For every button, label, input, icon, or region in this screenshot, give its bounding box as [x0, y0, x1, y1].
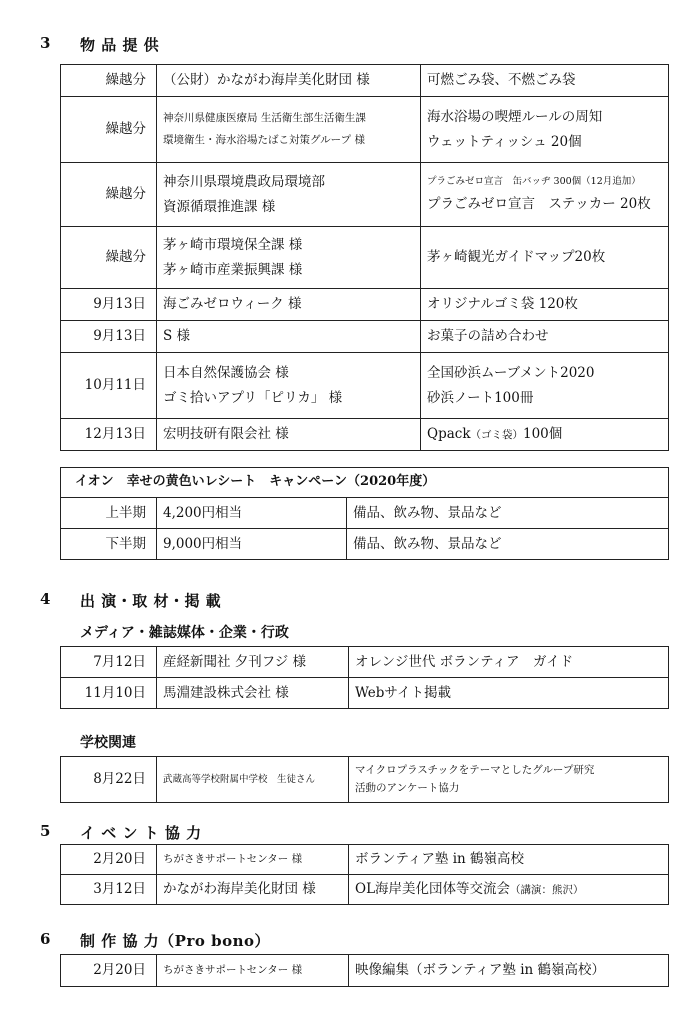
- row-amount: 9,000円相当: [157, 529, 347, 560]
- row-item: 可燃ごみ袋、不燃ごみ袋: [421, 65, 669, 97]
- item-note: （ゴミ袋）: [470, 429, 523, 442]
- row-donor: 宏明技研有限会社 様: [157, 419, 421, 451]
- school-table: [60, 756, 669, 803]
- row-org: 産経新聞社 夕刊フジ 様: [157, 647, 349, 678]
- item-line: ウェットティッシュ 20個: [427, 133, 582, 150]
- row-item: [421, 163, 669, 227]
- content-line: マイクロプラスチックをテーマとしたグループ研究: [355, 764, 595, 777]
- row-content: オレンジ世代 ボランティア ガイド: [349, 647, 669, 678]
- row-org: かながわ海岸美化財団 様: [157, 875, 349, 905]
- row-date: 繰越分: [61, 65, 157, 97]
- row-date: 繰越分: [61, 97, 157, 163]
- row-item: 茅ヶ崎観光ガイドマップ20枚: [421, 227, 669, 289]
- donor-line: 茅ヶ崎市産業振興課 様: [163, 261, 303, 278]
- table-row: [61, 419, 669, 451]
- table-row: [61, 227, 669, 289]
- row-donor: [157, 353, 421, 419]
- section-title: イ ベ ン ト 協 力: [80, 824, 202, 842]
- section-number: 4: [40, 590, 51, 608]
- row-date: 12月13日: [61, 419, 157, 451]
- row-date: 10月11日: [61, 353, 157, 419]
- row-date: 繰越分: [61, 163, 157, 227]
- table-row: [61, 845, 669, 875]
- section-number: 5: [40, 822, 51, 840]
- row-date: 9月13日: [61, 321, 157, 353]
- table-row: [61, 97, 669, 163]
- table-row: [61, 647, 669, 678]
- donor-line: ゴミ拾いアプリ「ピリカ」 様: [163, 389, 343, 406]
- content-main: OL海岸美化団体等交流会: [355, 881, 511, 898]
- section-number: 3: [40, 34, 51, 52]
- table-row: [61, 529, 669, 560]
- section-title: 出 演・取 材・掲 載: [80, 592, 222, 610]
- row-item: [421, 97, 669, 163]
- table-row: [61, 498, 669, 529]
- item-line: 全国砂浜ムーブメント2020: [427, 364, 595, 381]
- donor-line: 神奈川県健康医療局 生活衛生部生活衛生課: [163, 112, 366, 125]
- row-org: 武蔵高等学校附属中学校 生徒さん: [157, 757, 349, 803]
- row-amount: 4,200円相当: [157, 498, 347, 529]
- row-date: 8月22日: [61, 757, 157, 803]
- row-donor: [157, 163, 421, 227]
- row-date: 9月13日: [61, 289, 157, 321]
- row-org: ちがさきサポートセンター 様: [157, 845, 349, 875]
- row-item: [421, 353, 669, 419]
- probono-table: [60, 954, 669, 987]
- content-line: 活動のアンケート協力: [355, 781, 460, 794]
- row-date: 3月12日: [61, 875, 157, 905]
- content-note: （講演：熊沢）: [510, 884, 584, 897]
- row-org: 馬淵建設株式会社 様: [157, 678, 349, 709]
- row-donor: [157, 97, 421, 163]
- item-line: プラごみゼロ宣言 ステッカー 20枚: [427, 196, 651, 212]
- donor-line: 環境衛生・海水浴場たばこ対策グループ 様: [163, 133, 365, 146]
- donor-line: 神奈川県環境農政局環境部: [163, 173, 325, 190]
- donor-line: 資源循環推進課 様: [163, 198, 276, 215]
- section-title: 制 作 協 力（Pro bono）: [80, 932, 270, 950]
- table-row: [61, 757, 669, 803]
- table-row: [61, 353, 669, 419]
- aeon-campaign-table: [60, 467, 669, 560]
- table-row: [61, 65, 669, 97]
- table-row: [61, 289, 669, 321]
- row-period: 下半期: [61, 529, 157, 560]
- row-content: Webサイト掲載: [349, 678, 669, 709]
- row-date: 2月20日: [61, 845, 157, 875]
- media-table: [60, 646, 669, 709]
- campaign-title: イオン 幸せの黄色いレシート キャンペーン（2020年度）: [61, 468, 669, 498]
- section-title: 物 品 提 供: [80, 36, 160, 54]
- donor-line: 日本自然保護協会 様: [163, 364, 289, 381]
- row-period: 上半期: [61, 498, 157, 529]
- row-donor: （公財）かながわ海岸美化財団 様: [157, 65, 421, 97]
- row-donor: 海ごみゼロウィーク 様: [157, 289, 421, 321]
- row-item: お菓子の詰め合わせ: [421, 321, 669, 353]
- section-4-heading: [40, 590, 440, 610]
- row-content: 映像編集（ボランティア塾 in 鶴嶺高校）: [349, 955, 669, 987]
- table-row: [61, 163, 669, 227]
- section-6-heading: [40, 930, 440, 950]
- table-header-row: [61, 468, 669, 498]
- row-donor: S 様: [157, 321, 421, 353]
- row-content: [349, 757, 669, 803]
- table-row: [61, 955, 669, 987]
- row-date: 繰越分: [61, 227, 157, 289]
- row-item: [421, 419, 669, 451]
- row-use: 備品、飲み物、景品など: [347, 529, 669, 560]
- row-date: 2月20日: [61, 955, 157, 987]
- donations-table: [60, 64, 669, 451]
- table-row: [61, 875, 669, 905]
- item-tail: 100個: [523, 426, 563, 443]
- school-subheading: 学校関連: [80, 735, 136, 751]
- row-org: ちがさきサポートセンター 様: [157, 955, 349, 987]
- media-subheading: メディア・雑誌媒体・企業・行政: [80, 625, 289, 641]
- row-donor: [157, 227, 421, 289]
- row-use: 備品、飲み物、景品など: [347, 498, 669, 529]
- row-item: オリジナルゴミ袋 120枚: [421, 289, 669, 321]
- row-content: [349, 875, 669, 905]
- section-3-heading: [40, 34, 440, 54]
- item-line: 砂浜ノート100冊: [427, 389, 534, 406]
- donor-line: 茅ヶ崎市環境保全課 様: [163, 236, 303, 253]
- table-row: [61, 678, 669, 709]
- item-line: プラごみゼロ宣言 缶バッヂ 300個（12月追加）: [427, 176, 641, 188]
- row-date: 11月10日: [61, 678, 157, 709]
- item-main: Qpack: [427, 426, 471, 443]
- row-content: ボランティア塾 in 鶴嶺高校: [349, 845, 669, 875]
- item-line: 海水浴場の喫煙ルールの周知: [427, 108, 603, 125]
- event-table: [60, 844, 669, 905]
- row-date: 7月12日: [61, 647, 157, 678]
- section-5-heading: [40, 822, 440, 842]
- section-number: 6: [40, 930, 51, 948]
- table-row: [61, 321, 669, 353]
